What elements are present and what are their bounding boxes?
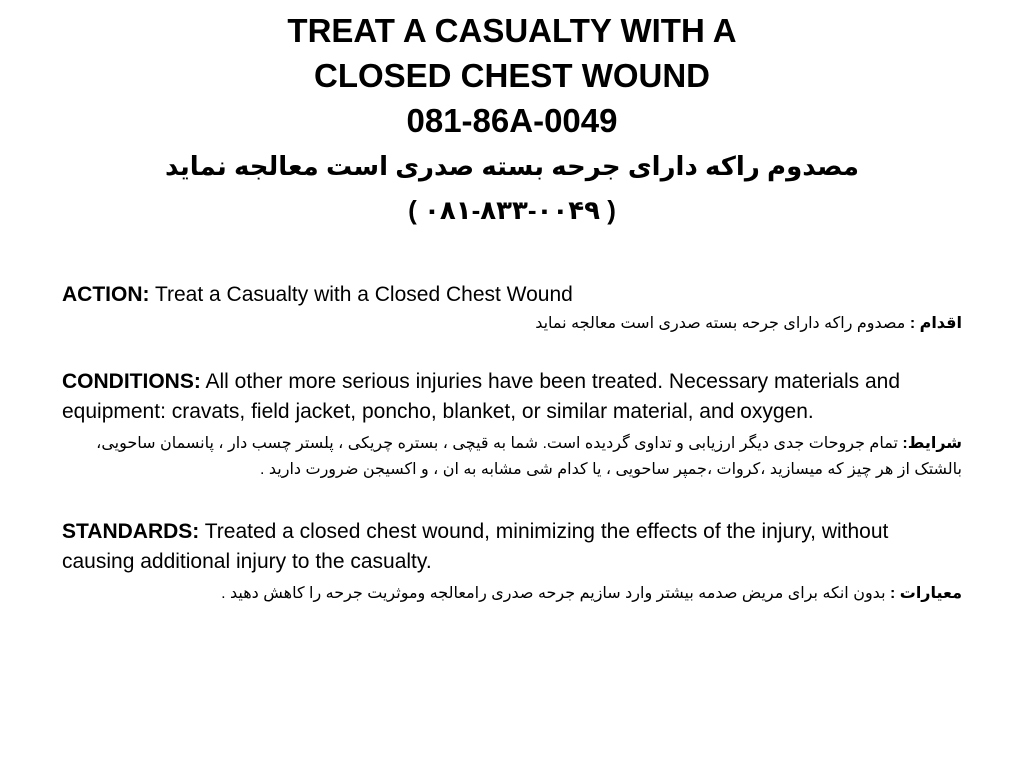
conditions-text: All other more serious injuries have been treated. Necessary materials and equipment: cravats, field jacket, poncho, blanket, or similar material, and oxygen.: [62, 370, 901, 423]
action-text: Treat a Casualty with a Closed Chest Wound: [149, 283, 573, 306]
fa-title: مصدوم راکه دارای جرحه بسته صدری است معالجه نماید: [165, 151, 859, 181]
action-en: [62, 280, 962, 310]
standards-fa-label: معیارات :: [889, 585, 962, 602]
standards-fa: [62, 581, 962, 607]
conditions-fa-text: تمام جروحات جدی دیگر ارزیابی و تداوی گردیده است. شما به قیچی ، بستره چریکی ، پلستر چسب دار ، پانسمان ساحویی، بالشتک از هر چیز که میسازید ،کروات ،جمپر ساحویی ، یا کدام شی مشابه به ان ، و اکسیجن ضرورت دارید .: [96, 435, 962, 478]
conditions-en: [62, 367, 962, 427]
action-fa-text: مصدوم راکه دارای جرحه بسته صدری است معالجه نماید: [535, 315, 910, 332]
task-content: [62, 280, 962, 607]
standards-en: [62, 517, 962, 577]
title-line-2: CLOSED CHEST WOUND: [314, 57, 710, 94]
standards-label: STANDARDS:: [62, 520, 200, 543]
title-line-1: TREAT A CASUALTY WITH A: [287, 12, 737, 49]
standards-fa-text: بدون انکه برای مریض صدمه بیشتر وارد سازیم جرحه صدری رامعالجه وموثریت جرحه را کاهش دهید .: [221, 585, 890, 602]
task-code: 081-86A-0049: [406, 102, 618, 139]
fa-task-code: ( ۰۸۱-۸۳۳-۰۰۴۹ ): [408, 195, 616, 225]
title-block: [0, 8, 1024, 227]
conditions-fa-label: شرایط:: [902, 435, 962, 452]
spacer: [62, 483, 962, 517]
spacer: [62, 337, 962, 367]
action-label: ACTION:: [62, 283, 150, 306]
conditions-label: CONDITIONS:: [62, 370, 201, 393]
action-fa-label: اقدام :: [909, 315, 962, 332]
standards-text: Treated a closed chest wound, minimizing the effects of the injury, without causing additional injury to the casualty.: [62, 520, 889, 573]
action-fa: [62, 310, 962, 337]
conditions-fa: [62, 431, 962, 483]
